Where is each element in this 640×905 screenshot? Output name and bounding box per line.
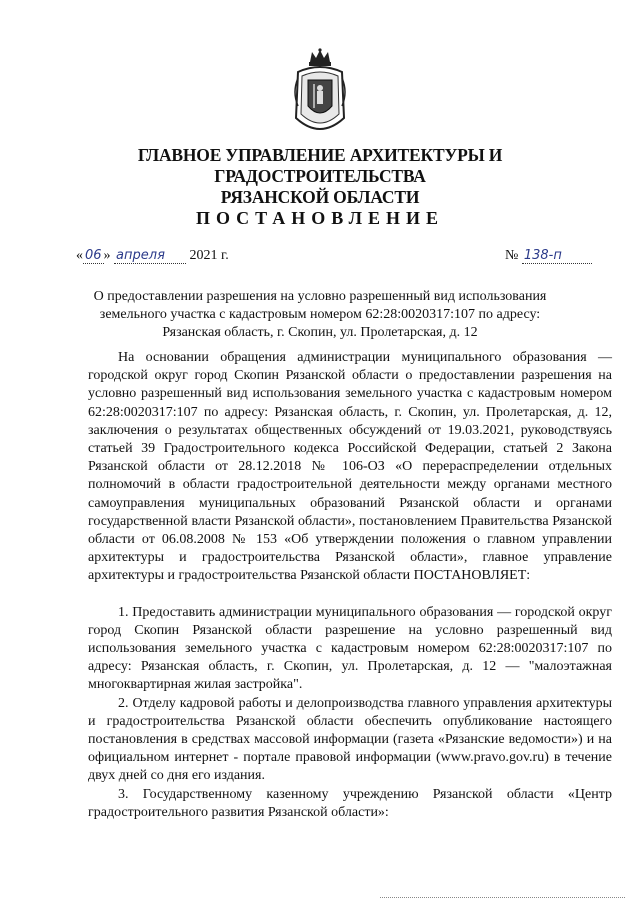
issuing-authority <box>60 145 580 208</box>
document-number <box>505 248 592 270</box>
subject-line-2: земельного участка с кадастровым номером 62:28:0020317:107 по адресу: <box>99 307 541 322</box>
item-2-paragraph: 2. Отделу кадровой работы и делопроизводства главного управления архитектуры и градостроительства Рязанской области обеспечить опубликование настоящего постановления в средствах массовой информации (газета «Рязанские ведомости») и на официальном интернет - портале правовой информации (www.pravo.gov.ru) в течение двух дней со дня его издания. <box>88 695 612 784</box>
document-type-title: ПОСТАНОВЛЕНИЕ <box>195 208 445 228</box>
preamble-paragraph: На основании обращения администрации муниципального образования — городской округ город Скопин Рязанской области о предоставлении разрешения на условно разрешенный вид использования земельного участка с кадастровым номером 62:28:0020317:107 по адресу: Рязанская область, г. Скопин, ул. Пролетарская, д. 12, заключения о результатах общественных обсуждений от 19.03.2021, руководствуясь статьей 39 Градостроительного кодекса Российской Федерации, статьей 2 Закона Рязанской области от 28.12.2018 № 106-ОЗ «О перераспределении отдельных полномочий в области градостроительной деятельности между органами местного самоуправления муниципальных образований Рязанской области и органами государственной власти Рязанской области», постановлением Правительства Рязанской области от 06.08.2008 № 153 «Об утверждении положения о главном управлении архитектуры и градостроительства Рязанской области», главное управление архитектуры и градостроительства Рязанской области ПОСТАНОВЛЯЕТ: <box>88 350 612 584</box>
item-3-paragraph: 3. Государственному казенному учреждению Рязанской области «Центр градостроительного развития Рязанской области»: <box>88 786 612 820</box>
number-value: 138-п <box>522 248 592 264</box>
document-date <box>76 248 229 270</box>
date-day: 06 <box>85 248 102 263</box>
item-1-paragraph: 1. Предоставить администрации муниципального образования — городской округ город Скопин Рязанской области разрешение на условно разрешенный вид использования земельного участка с кадастровым номером 62:28:0020317:107 по адресу: Рязанская область, г. Скопин, ул. Пролетарская, д. 12 — "малоэтажная многоквартирная жилая застройка". <box>88 604 612 693</box>
date-year: 2021 г. <box>189 248 229 263</box>
subject-line-3: Рязанская область, г. Скопин, ул. Пролетарская, д. 12 <box>162 325 478 340</box>
date-close-quote: » <box>103 248 111 263</box>
document-body <box>88 349 612 822</box>
subject-line-1: О предоставлении разрешения на условно разрешенный вид использования <box>93 289 547 304</box>
number-label: № <box>505 248 519 263</box>
coat-of-arms-emblem <box>292 48 348 138</box>
document-subject <box>60 288 580 342</box>
authority-line-2: РЯЗАНСКОЙ ОБЛАСТИ <box>220 187 420 207</box>
authority-line-1: ГЛАВНОЕ УПРАВЛЕНИЕ АРХИТЕКТУРЫ И ГРАДОСТРОИТЕЛЬСТВА <box>137 145 503 186</box>
date-month: апреля <box>114 248 186 264</box>
date-open-quote: « <box>76 248 83 263</box>
page-edge-dots <box>380 897 625 900</box>
